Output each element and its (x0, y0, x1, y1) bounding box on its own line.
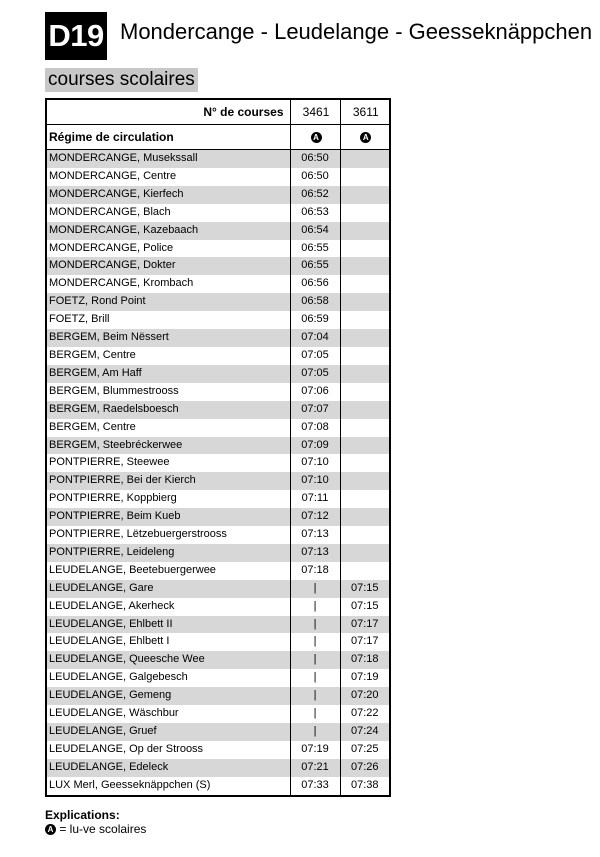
regime-label: Régime de circulation (46, 125, 290, 150)
courses-label: N° de courses (46, 99, 290, 125)
time-course-1: 07:10 (290, 472, 340, 490)
time-course-1: 06:55 (290, 257, 340, 275)
table-row (46, 365, 390, 383)
courses-header-row (46, 99, 390, 125)
stop-name: FOETZ, Brill (49, 313, 110, 326)
time-course-2 (340, 240, 390, 258)
time-course-1: 07:11 (290, 490, 340, 508)
stop-name: PONTPIERRE, Lëtzebuergerstrooss (49, 528, 227, 541)
time-course-2 (340, 401, 390, 419)
table-row (46, 222, 390, 240)
time-course-1: 07:08 (290, 419, 340, 437)
time-course-1: 07:33 (290, 777, 340, 796)
stop-name: LEUDELANGE, Gare (46, 580, 290, 598)
stop-name: BERGEM, Blummestrooss (49, 384, 179, 397)
time-course-2 (340, 329, 390, 347)
time-course-2 (340, 168, 390, 186)
regime-symbol-icon: A (311, 132, 322, 143)
time-course-1: | (290, 633, 340, 651)
table-row (46, 293, 390, 311)
table-row (46, 204, 390, 222)
explanation-line (45, 822, 146, 836)
time-course-2: 07:19 (340, 669, 390, 687)
time-course-2 (340, 490, 390, 508)
table-row (46, 383, 390, 401)
time-course-1: 07:13 (290, 544, 340, 562)
time-course-1: 07:09 (290, 437, 340, 455)
time-course-2 (340, 186, 390, 204)
stop-name: MONDERCANGE, Centre (49, 169, 177, 182)
time-course-2 (340, 365, 390, 383)
stop-name: FOETZ, Rond Point (46, 293, 290, 311)
table-row (46, 150, 390, 168)
stop-name: MONDERCANGE, Kierfech (46, 186, 290, 204)
time-course-1: 07:19 (290, 741, 340, 759)
stop-name: BERGEM, Raedelsboesch (46, 401, 290, 419)
stop-name: LEUDELANGE, Akerheck (49, 599, 175, 612)
time-course-1: 06:54 (290, 222, 340, 240)
time-course-1: 07:07 (290, 401, 340, 419)
time-course-2 (340, 454, 390, 472)
time-course-2 (340, 347, 390, 365)
table-row (46, 347, 390, 365)
stop-name: LEUDELANGE, Ehlbett II (46, 616, 290, 634)
stop-name: MONDERCANGE, Blach (49, 205, 171, 218)
time-course-1: | (290, 580, 340, 598)
table-row (46, 777, 390, 796)
route-title: Mondercange - Leudelange - Geesseknäppchen (120, 19, 593, 44)
stop-name: MONDERCANGE, Dokter (46, 257, 290, 275)
time-course-2: 07:25 (340, 741, 390, 759)
time-course-2: 07:17 (340, 633, 390, 651)
table-row (46, 186, 390, 204)
time-course-2: 07:15 (340, 598, 390, 616)
time-course-2 (340, 257, 390, 275)
stop-name: BERGEM, Am Haff (46, 365, 290, 383)
explanation-text: = lu-ve scolaires (59, 822, 147, 836)
stop-name: LEUDELANGE, Beetebuergerwee (49, 563, 216, 576)
time-course-2 (340, 150, 390, 168)
time-course-1: 07:13 (290, 526, 340, 544)
table-row (46, 329, 390, 347)
time-course-2: 07:18 (340, 651, 390, 669)
stop-name: LEUDELANGE, Ehlbett I (49, 635, 170, 648)
table-row (46, 705, 390, 723)
schedule-subtitle: courses scolaires (45, 68, 198, 92)
time-course-1: 06:50 (290, 168, 340, 186)
stop-name: LEUDELANGE, Gruef (46, 723, 290, 741)
time-course-1: | (290, 598, 340, 616)
time-course-1: 06:59 (290, 311, 340, 329)
stop-name: BERGEM, Centre (49, 348, 136, 361)
time-course-1: 07:12 (290, 508, 340, 526)
stop-name: BERGEM, Steebréckerwee (46, 437, 290, 455)
time-course-2 (340, 311, 390, 329)
regime-header-row (46, 125, 390, 150)
time-course-1: 06:55 (290, 240, 340, 258)
table-row (46, 616, 390, 634)
stop-name: LEUDELANGE, Queesche Wee (46, 651, 290, 669)
time-course-1: | (290, 651, 340, 669)
time-course-2: 07:15 (340, 580, 390, 598)
time-course-2 (340, 383, 390, 401)
table-row (46, 741, 390, 759)
time-course-2: 07:20 (340, 687, 390, 705)
stop-name: MONDERCANGE, Kazebaach (46, 222, 290, 240)
time-course-2 (340, 508, 390, 526)
time-course-2 (340, 204, 390, 222)
table-row (46, 454, 390, 472)
time-course-2 (340, 222, 390, 240)
table-row (46, 598, 390, 616)
table-row (46, 490, 390, 508)
table-row (46, 275, 390, 293)
time-course-1: 06:58 (290, 293, 340, 311)
time-course-1: 06:56 (290, 275, 340, 293)
regime-symbol-icon: A (45, 824, 56, 835)
stop-name: PONTPIERRE, Leideleng (46, 544, 290, 562)
explanations-title: Explications: (45, 808, 120, 822)
table-row (46, 544, 390, 562)
stop-name: PONTPIERRE, Koppbierg (49, 492, 177, 505)
time-course-1: 06:53 (290, 204, 340, 222)
time-course-1: | (290, 616, 340, 634)
time-course-1: 07:04 (290, 329, 340, 347)
time-course-1: 07:05 (290, 347, 340, 365)
time-course-2: 07:17 (340, 616, 390, 634)
time-course-2 (340, 526, 390, 544)
stop-name: LEUDELANGE, Gemeng (46, 687, 290, 705)
timetable (45, 98, 391, 797)
time-course-2: 07:38 (340, 777, 390, 796)
table-row (46, 759, 390, 777)
time-course-2: 07:26 (340, 759, 390, 777)
stop-name: PONTPIERRE, Steewee (49, 456, 170, 469)
time-course-1: 07:10 (290, 454, 340, 472)
time-course-2 (340, 437, 390, 455)
time-course-2 (340, 562, 390, 580)
table-row (46, 508, 390, 526)
table-row (46, 419, 390, 437)
table-row (46, 723, 390, 741)
time-course-2 (340, 472, 390, 490)
stop-name: LEUDELANGE, Op der Strooss (49, 742, 204, 755)
table-row (46, 687, 390, 705)
time-course-1: 07:06 (290, 383, 340, 401)
table-row (46, 580, 390, 598)
stop-name: PONTPIERRE, Bei der Kierch (46, 472, 290, 490)
stop-name: LEUDELANGE, Edeleck (46, 759, 290, 777)
time-course-2 (340, 419, 390, 437)
stop-name: LEUDELANGE, Wäschbur (49, 707, 179, 720)
table-row (46, 168, 390, 186)
table-row (46, 562, 390, 580)
time-course-2: 07:22 (340, 705, 390, 723)
course-number: 3461 (290, 99, 340, 125)
time-course-1: 07:18 (290, 562, 340, 580)
table-row (46, 633, 390, 651)
stop-name: BERGEM, Centre (49, 420, 136, 433)
time-course-1: 06:52 (290, 186, 340, 204)
time-course-1: | (290, 723, 340, 741)
stop-name: LEUDELANGE, Galgebesch (49, 671, 188, 684)
time-course-1: 07:21 (290, 759, 340, 777)
stop-name: LUX Merl, Geesseknäppchen (S) (49, 778, 211, 791)
table-row (46, 651, 390, 669)
stop-name: MONDERCANGE, Krombach (49, 277, 194, 290)
table-row (46, 311, 390, 329)
time-course-2 (340, 544, 390, 562)
table-row (46, 257, 390, 275)
table-row (46, 472, 390, 490)
time-course-1: | (290, 669, 340, 687)
table-row (46, 240, 390, 258)
time-course-1: 07:05 (290, 365, 340, 383)
regime-symbol-icon: A (360, 132, 371, 143)
table-row (46, 401, 390, 419)
time-course-1: 06:50 (290, 150, 340, 168)
line-badge: D19 (45, 12, 107, 60)
time-course-2 (340, 275, 390, 293)
time-course-2 (340, 293, 390, 311)
course-number: 3611 (340, 99, 390, 125)
stop-name: BERGEM, Beim Nëssert (46, 329, 290, 347)
stop-name: PONTPIERRE, Beim Kueb (46, 508, 290, 526)
stop-name: MONDERCANGE, Police (49, 241, 174, 254)
table-row (46, 526, 390, 544)
time-course-1: | (290, 705, 340, 723)
stop-name: MONDERCANGE, Musekssall (46, 150, 290, 168)
time-course-1: | (290, 687, 340, 705)
table-row (46, 437, 390, 455)
time-course-2: 07:24 (340, 723, 390, 741)
table-row (46, 669, 390, 687)
